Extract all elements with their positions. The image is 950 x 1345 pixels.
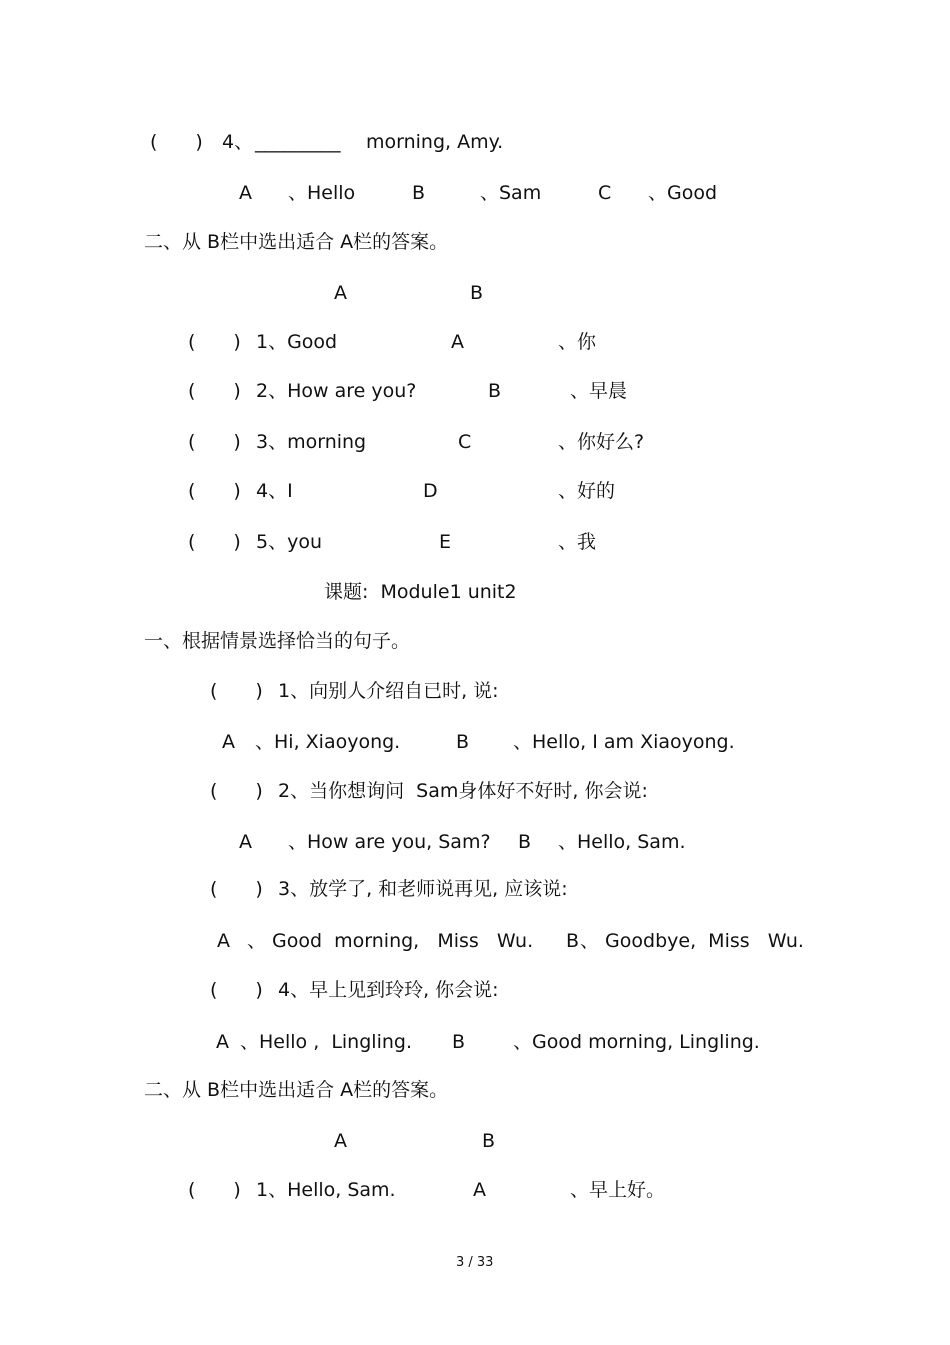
answer-parens: ( ): [188, 331, 241, 353]
option-letter: A: [222, 731, 235, 753]
match-right-letter: E: [439, 531, 452, 553]
option-letter: B: [412, 182, 426, 204]
option-text: 、 Goodbye, Miss Wu.: [580, 930, 804, 952]
question-prompt: 3、放学了, 和老师说再见, 应该说:: [278, 878, 568, 900]
match-right-letter: C: [458, 431, 472, 453]
answer-parens: ( ): [210, 979, 263, 1001]
option-text: 、 Good morning, Miss Wu.: [247, 930, 534, 952]
option-letter: B: [452, 1031, 466, 1053]
match-right-letter: D: [423, 480, 438, 502]
match-right-letter: A: [451, 331, 464, 353]
option-letter: B: [566, 930, 580, 952]
column-b-header: B: [470, 282, 484, 304]
question-prompt: 4、早上见到玲玲, 你会说:: [278, 979, 499, 1001]
answer-parens: ( ): [188, 431, 241, 453]
answer-parens: ( ): [188, 480, 241, 502]
page-number: 3 / 33: [456, 1255, 494, 1270]
column-b-header: B: [482, 1130, 496, 1152]
option-text: 、Sam: [480, 182, 542, 204]
question-number: 4、: [222, 131, 254, 153]
answer-parens: ( ): [210, 878, 263, 900]
column-a-header: A: [334, 1130, 347, 1152]
match-left-item: 1、Good: [256, 331, 338, 353]
lesson-title: 课题: Module1 unit2: [324, 581, 517, 603]
option-letter: A: [217, 930, 230, 952]
option-text: 、How are you, Sam?: [288, 831, 491, 853]
option-letter: A: [216, 1031, 229, 1053]
match-right-item: 、早上好。: [570, 1179, 666, 1201]
answer-parens: ( ): [210, 680, 263, 702]
answer-parens: ( ): [188, 1179, 241, 1201]
answer-parens: ( ): [150, 131, 203, 153]
column-a-header: A: [334, 282, 347, 304]
question-text: morning, Amy.: [366, 131, 504, 153]
match-left-item: 3、morning: [256, 431, 367, 453]
option-letter: B: [456, 731, 470, 753]
question-prompt: 1、向别人介绍自已时, 说:: [278, 680, 499, 702]
match-left-item: 1、Hello, Sam.: [256, 1179, 396, 1201]
answer-parens: ( ): [210, 780, 263, 802]
option-text: 、Hi, Xiaoyong.: [255, 731, 401, 753]
answer-blank: _________: [255, 131, 341, 153]
answer-parens: ( ): [188, 380, 241, 402]
answer-parens: ( ): [188, 531, 241, 553]
option-letter: C: [598, 182, 612, 204]
section-heading: 一、根据情景选择恰当的句子。: [144, 630, 411, 652]
match-right-letter: B: [488, 380, 502, 402]
section-heading: 二、从 B栏中选出适合 A栏的答案。: [144, 1079, 449, 1101]
section-heading: 二、从 B栏中选出适合 A栏的答案。: [144, 231, 449, 253]
option-text: 、Good morning, Lingling.: [513, 1031, 760, 1053]
option-text: 、Hello , Lingling.: [240, 1031, 412, 1053]
option-text: 、Hello: [288, 182, 356, 204]
option-text: 、Hello, Sam.: [558, 831, 686, 853]
match-right-item: 、你好么?: [558, 431, 645, 453]
option-text: 、Good: [648, 182, 718, 204]
match-left-item: 4、I: [256, 480, 293, 502]
match-right-item: 、你: [558, 331, 597, 353]
match-right-letter: A: [473, 1179, 486, 1201]
match-left-item: 5、you: [256, 531, 322, 553]
match-right-item: 、我: [558, 531, 597, 553]
match-left-item: 2、How are you?: [256, 380, 417, 402]
question-prompt: 2、当你想询问 Sam身体好不好时, 你会说:: [278, 780, 648, 802]
match-right-item: 、早晨: [570, 380, 628, 402]
option-letter: B: [518, 831, 532, 853]
match-right-item: 、好的: [558, 480, 616, 502]
option-letter: A: [239, 182, 252, 204]
option-text: 、Hello, I am Xiaoyong.: [513, 731, 735, 753]
option-letter: A: [239, 831, 252, 853]
